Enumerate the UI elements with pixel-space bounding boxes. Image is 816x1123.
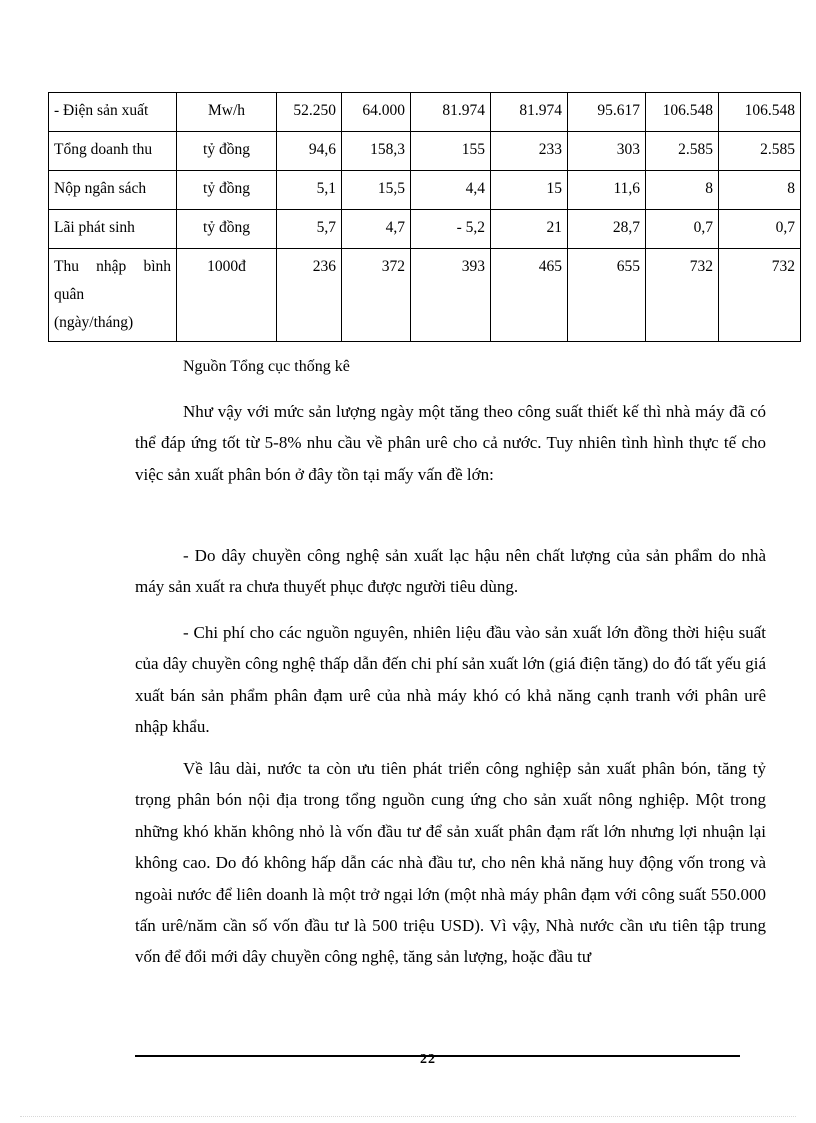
table-cell: 303 — [568, 132, 646, 171]
table-cell: 393 — [411, 249, 491, 342]
table-cell: 95.617 — [568, 93, 646, 132]
table-row — [49, 132, 801, 171]
page-edge-divider — [20, 1116, 796, 1117]
row-unit: Mw/h — [177, 93, 277, 132]
table-cell: 15,5 — [342, 171, 411, 210]
paragraph — [135, 540, 766, 603]
table-cell: 94,6 — [277, 132, 342, 171]
table-cell: 11,6 — [568, 171, 646, 210]
table-cell: 732 — [646, 249, 719, 342]
row-label: Lãi phát sinh — [49, 210, 177, 249]
row-label-line: Thu nhập bình — [54, 258, 171, 275]
table-cell: 81.974 — [411, 93, 491, 132]
table-cell: 155 — [411, 132, 491, 171]
table-cell: 0,7 — [719, 210, 801, 249]
paragraph-text: Về lâu dài, nước ta còn ưu tiên phát triển công nghiệp sản xuất phân bón, tăng tỷ trọng phân bón nội địa trong tổng nguồn cung ứng cho sản xuất nông nghiệp. Một trong những khó khăn không nhỏ là vốn đầu tư để sản xuất phân đạm rất lớn nhưng lợi nhuận lại không cao. Do đó không hấp dẫn các nhà đầu tư, cho nên khả năng huy động vốn trong và ngoài nước để liên doanh là một trở ngại lớn (một nhà máy phân đạm với công suất 550.000 tấn urê/năm cần số vốn đầu tư là 500 triệu USD). Vì vậy, Nhà nước cần ưu tiên tập trung vốn để đổi mới dây chuyền công nghệ, tăng sản lượng, hoặc đầu tư — [135, 759, 766, 967]
table-row — [49, 210, 801, 249]
table-cell: 106.548 — [646, 93, 719, 132]
row-unit: tỷ đồng — [177, 132, 277, 171]
table-cell: 5,7 — [277, 210, 342, 249]
table-cell: 2.585 — [719, 132, 801, 171]
row-unit: tỷ đồng — [177, 171, 277, 210]
table-cell: 28,7 — [568, 210, 646, 249]
row-label — [49, 249, 177, 342]
table-cell: 655 — [568, 249, 646, 342]
table-cell: 158,3 — [342, 132, 411, 171]
row-label-line: quân — [54, 286, 85, 303]
table-source-caption: Nguồn Tổng cục thống kê — [183, 358, 350, 375]
table-cell: 4,4 — [411, 171, 491, 210]
table-cell: 5,1 — [277, 171, 342, 210]
paragraph-text: - Do dây chuyền công nghệ sản xuất lạc hậu nên chất lượng của sản phẩm do nhà máy sản xuất ra chưa thuyết phục được người tiêu dùng. — [135, 546, 766, 597]
table-cell: 52.250 — [277, 93, 342, 132]
row-unit: 1000đ — [177, 249, 277, 342]
page-number: 22 — [420, 1052, 436, 1067]
paragraph — [135, 396, 766, 490]
table-cell: 15 — [491, 171, 568, 210]
table-cell: 372 — [342, 249, 411, 342]
footer-divider — [135, 1055, 740, 1057]
paragraph — [135, 617, 766, 743]
table-row — [49, 171, 801, 210]
table-cell: 21 — [491, 210, 568, 249]
table-cell: 465 — [491, 249, 568, 342]
table-cell: 0,7 — [646, 210, 719, 249]
paragraph-text: Như vậy với mức sản lượng ngày một tăng theo công suất thiết kế thì nhà máy đã có thể đáp ứng tốt từ 5-8% nhu cầu về phân urê cho cả nước. Tuy nhiên tình hình thực tế cho việc sản xuất phân bón ở đây tồn tại mấy vấn đề lớn: — [135, 402, 766, 484]
table-cell: - 5,2 — [411, 210, 491, 249]
row-label: Nộp ngân sách — [49, 171, 177, 210]
table-row — [49, 93, 801, 132]
row-label: Tổng doanh thu — [49, 132, 177, 171]
row-unit: tỷ đồng — [177, 210, 277, 249]
table-cell: 2.585 — [646, 132, 719, 171]
table-cell: 106.548 — [719, 93, 801, 132]
table-cell: 4,7 — [342, 210, 411, 249]
row-label-line: (ngày/tháng) — [54, 314, 134, 331]
table-cell: 732 — [719, 249, 801, 342]
row-label: - Điện sản xuất — [49, 93, 177, 132]
paragraph-text: - Chi phí cho các nguồn nguyên, nhiên liệu đầu vào sản xuất lớn đồng thời hiệu suất của dây chuyền công nghệ thấp dẫn đến chi phí sản xuất lớn (giá điện tăng) do đó tất yếu giá xuất bán sản phẩm phân đạm urê của nhà máy khó có khả năng cạnh tranh với phân urê nhập khẩu. — [135, 623, 766, 737]
table-cell: 233 — [491, 132, 568, 171]
table-cell: 8 — [646, 171, 719, 210]
table-cell: 236 — [277, 249, 342, 342]
statistics-table — [48, 92, 801, 342]
table-cell: 64.000 — [342, 93, 411, 132]
table-cell: 8 — [719, 171, 801, 210]
paragraph — [135, 753, 766, 973]
table-row — [49, 249, 801, 342]
table-cell: 81.974 — [491, 93, 568, 132]
statistics-table-container — [48, 92, 801, 342]
